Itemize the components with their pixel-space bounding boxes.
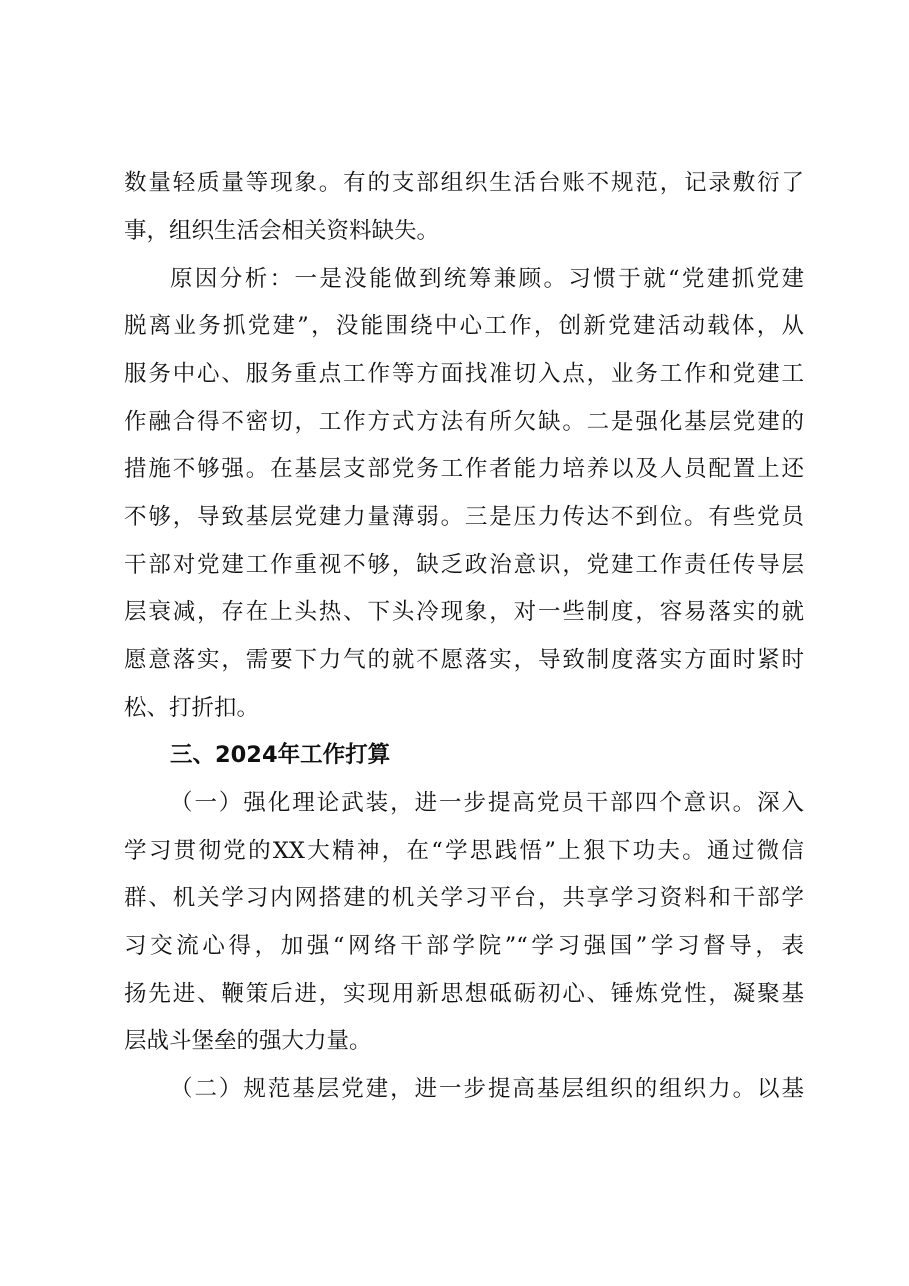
paragraph-line: （二）规范基层党建，进一步提高基层组织的组织力。以基 — [170, 1076, 804, 1102]
paragraph-line: 作融合得不密切，工作方式方法有所欠缺。二是强化基层党建的 — [124, 409, 804, 435]
paragraph-line: 原因分析：一是没能做到统筹兼顾。习惯于就“党建抓党建 — [170, 266, 804, 292]
paragraph-line: （一）强化理论武装，进一步提高党员干部四个意识。深入 — [170, 790, 804, 816]
paragraph-line: 数量轻质量等现象。有的支部组织生活台账不规范，记录敷衍了 — [124, 170, 804, 196]
paragraph-line: 松、打折扣。 — [124, 695, 260, 721]
paragraph-line: 服务中心、服务重点工作等方面找准切入点，业务工作和党建工 — [124, 361, 804, 387]
paragraph-line: 层战斗堡垒的强大力量。 — [124, 1028, 372, 1054]
paragraph-line: 措施不够强。在基层支部党务工作者能力培养以及人员配置上还 — [124, 456, 804, 482]
section-heading: 三、2024年工作打算 — [170, 742, 391, 768]
paragraph-line: 习交流心得，加强“网络干部学院”“学习强国”学习督导，表 — [124, 933, 804, 959]
paragraph-line: 干部对党建工作重视不够，缺乏政治意识，党建工作责任传导层 — [124, 552, 804, 578]
paragraph-line: 扬先进、鞭策后进，实现用新思想砥砺初心、锤炼党性，凝聚基 — [124, 981, 804, 1007]
paragraph-line: 不够，导致基层党建力量薄弱。三是压力传达不到位。有些党员 — [124, 504, 804, 530]
paragraph-line: 愿意落实，需要下力气的就不愿落实，导致制度落实方面时紧时 — [124, 647, 804, 673]
paragraph-line: 事，组织生活会相关资料缺失。 — [124, 218, 440, 244]
paragraph-line: 学习贯彻党的XX大精神，在“学思践悟”上狠下功夫。通过微信 — [124, 838, 804, 864]
document-page — [124, 0, 804, 1286]
paragraph-line: 群、机关学习内网搭建的机关学习平台，共享学习资料和干部学 — [124, 885, 804, 911]
paragraph-line: 层衰减，存在上头热、下头冷现象，对一些制度，容易落实的就 — [124, 599, 804, 625]
paragraph-line: 脱离业务抓党建”，没能围绕中心工作，创新党建活动载体，从 — [124, 313, 804, 339]
